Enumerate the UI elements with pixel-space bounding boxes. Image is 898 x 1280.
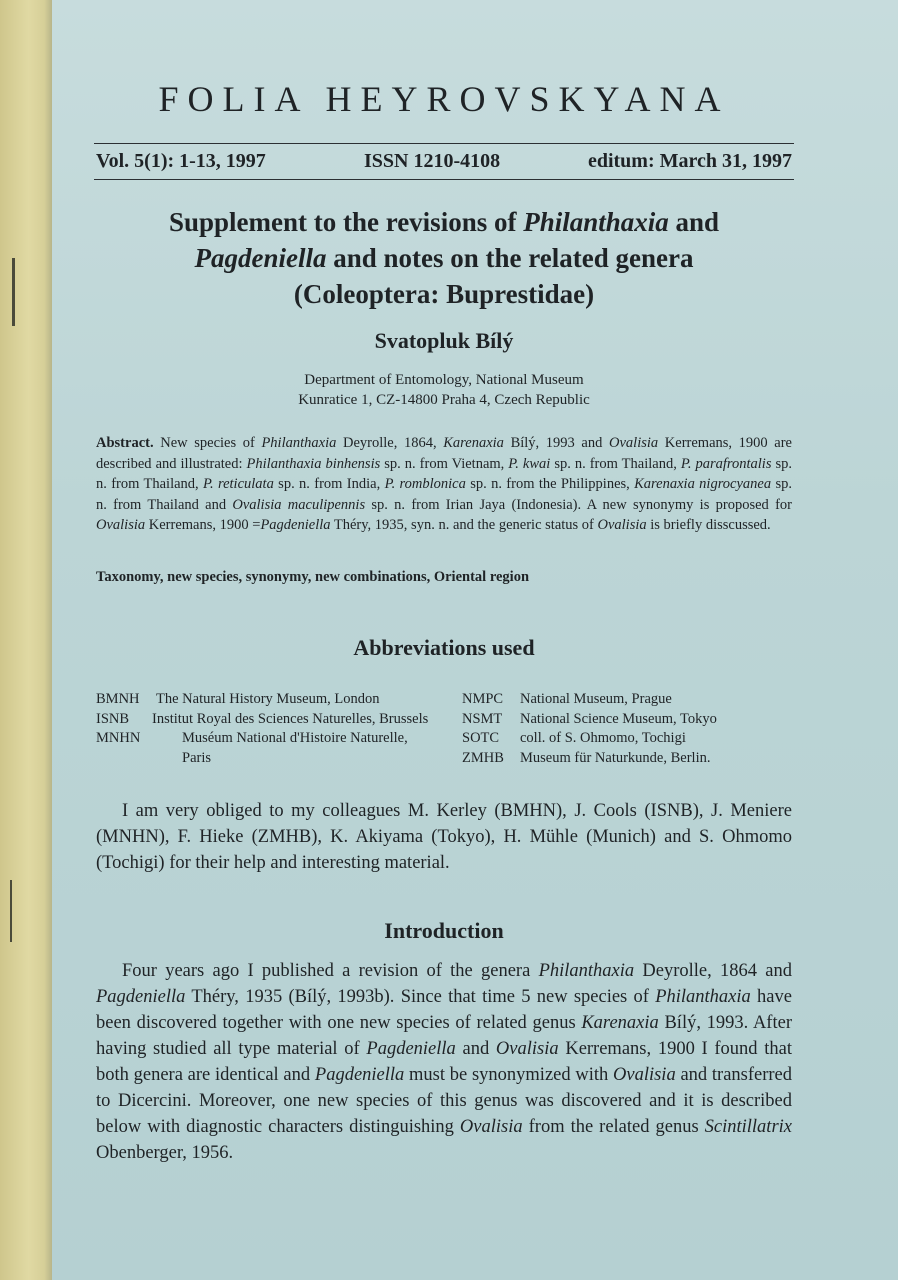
article-title: Supplement to the revisions of Philanthaxia and Pagdeniella and notes on the related genera (Coleoptera: Buprestidae) bbox=[168, 207, 720, 309]
abbreviations-right bbox=[462, 690, 782, 768]
abbreviation-item: ZMHB Museum für Naturkunde, Berlin. bbox=[462, 749, 711, 766]
volume-info: Vol. 5(1): 1-13, 1997 bbox=[96, 150, 266, 172]
divider-bottom bbox=[94, 179, 794, 180]
abbreviation-item: BMNH The Natural History Museum, London bbox=[96, 691, 380, 707]
author-affiliation: Department of Entomology, National Museum Kunratice 1, CZ-14800 Praha 4, Czech Republic bbox=[298, 372, 590, 408]
keywords: Taxonomy, new species, synonymy, new combinations, Oriental region bbox=[96, 569, 530, 585]
staple-mark bbox=[12, 258, 15, 326]
staple-mark bbox=[10, 880, 12, 942]
abbreviation-item: SOTC coll. of S. Ohmomo, Tochigi bbox=[462, 730, 686, 746]
abstract-label: Abstract. bbox=[96, 435, 154, 451]
journal-title: FOLIA HEYROVSKYANA bbox=[158, 79, 730, 119]
page-spine bbox=[0, 0, 52, 1280]
abbreviation-item: ISNB Institut Royal des Sciences Naturelles, Brussels bbox=[96, 710, 429, 727]
author-name: Svatopluk Bílý bbox=[374, 328, 514, 353]
introduction-heading: Introduction bbox=[384, 918, 504, 943]
editum-info: editum: March 31, 1997 bbox=[587, 150, 792, 172]
issue-info-line bbox=[96, 150, 792, 174]
issn-info: ISSN 1210-4108 bbox=[364, 150, 501, 172]
introduction-paragraph: Four years ago I published a revision of the genera Philanthaxia Deyrolle, 1864 and Pagdeniella Théry, 1935 (Bílý, 1993b). Since that time 5 new species of Philanthaxia have been discovered together with one new species of related genus Karenaxia Bílý, 1993. After having studied all type material of Pagdeniella and Ovalisia Kerremans, 1900 I found that both genera are identical and Pagdeniella must be synonymized with Ovalisia and transferred to Dicercini. Moreover, one new species of this genus was discovered and it is described below with diagnostic characters distinguishing Ovalisia from the related genus Scintillatrix Obenberger, 1956. bbox=[96, 961, 793, 1163]
abstract: Abstract. New species of Philanthaxia Deyrolle, 1864, Karenaxia Bílý, 1993 and Ovalisia Kerremans, 1900 are described and illustrated: Philanthaxia binhensis sp. n. from Vietnam, P. kwai sp. n. from Thailand, P. parafrontalis sp. n. from Thailand, P. reticulata sp. n. from India, P. romblonica sp. n. from the Philippines, Karenaxia nigrocyanea sp. n. from Thailand and Ovalisia maculipennis sp. n. from Irian Jaya (Indonesia). A new synonymy is proposed for Ovalisia Kerremans, 1900 =Pagdeniella Théry, 1935, syn. n. and the generic status of Ovalisia is briefly disscussed. bbox=[96, 435, 793, 533]
divider-top bbox=[94, 143, 794, 144]
abbreviation-item: MNHN Muséum National d'Histoire Naturelle, Paris bbox=[96, 730, 408, 766]
acknowledgements-paragraph: I am very obliged to my colleagues M. Kerley (BMHN), J. Cools (ISNB), J. Meniere (MNHN), F. Hieke (ZMHB), K. Akiyama (Tokyo), H. Mühle (Munich) and S. Ohmomo (Tochigi) for their help and interesting material. bbox=[96, 801, 792, 873]
abbreviations-left bbox=[96, 690, 436, 768]
abbreviations-heading: Abbreviations used bbox=[353, 635, 535, 660]
abbreviation-item: NSMT National Science Museum, Tokyo bbox=[462, 710, 717, 727]
abbreviation-item: NMPC National Museum, Prague bbox=[462, 691, 672, 707]
